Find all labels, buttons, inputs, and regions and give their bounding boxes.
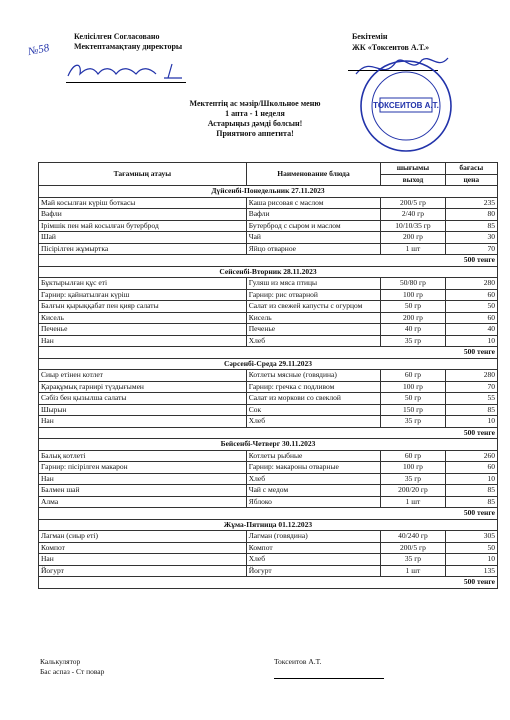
- dish-output: 100 гр: [381, 381, 445, 393]
- dish-price: 50: [445, 301, 497, 313]
- dish-name-kz: Ірімшік пен май косылған бутерброд: [39, 220, 247, 232]
- dish-price: 80: [445, 209, 497, 221]
- dish-name-ru: Лагман (говядина): [246, 531, 381, 543]
- dish-output: 50 гр: [381, 393, 445, 405]
- dish-name-kz: Гарнир: пісірілген макарон: [39, 462, 247, 474]
- table-row: [39, 473, 498, 485]
- menu-table: [38, 162, 498, 589]
- day-header-row: [39, 439, 498, 451]
- dish-name-ru: Йогурт: [246, 565, 381, 577]
- dish-price: 10: [445, 473, 497, 485]
- dish-output: 1 шт: [381, 243, 445, 255]
- dish-name-ru: Хлеб: [246, 416, 381, 428]
- dish-output: 150 гр: [381, 404, 445, 416]
- day-title: Дүйсенбі-Понедельник 27.11.2023: [39, 186, 498, 198]
- dish-price: 235: [445, 197, 497, 209]
- title-line3: Астарыңыз дәмді болсын!: [207, 119, 303, 128]
- dish-name-kz: Печенье: [39, 324, 247, 336]
- dish-output: 200/20 гр: [381, 485, 445, 497]
- approval-line1: Келісілген Согласовано: [74, 32, 160, 41]
- day-total-row: [39, 347, 498, 359]
- dish-output: 2/40 гр: [381, 209, 445, 221]
- footer-signer-name: Токсеитов А.Т.: [274, 657, 322, 666]
- dish-name-ru: Гарнир: гречка с подливом: [246, 381, 381, 393]
- title-line4: Приятного аппетита!: [216, 129, 294, 138]
- dish-output: 10/10/35 гр: [381, 220, 445, 232]
- dish-output: 60 гр: [381, 370, 445, 382]
- dish-price: 10: [445, 554, 497, 566]
- footer-chef: Бас аспаз - Ст повар: [40, 667, 105, 676]
- dish-name-ru: Котлеты рыбные: [246, 450, 381, 462]
- day-header-row: [39, 519, 498, 531]
- dish-output: 35 гр: [381, 554, 445, 566]
- dish-name-ru: Каша рисовая с маслом: [246, 197, 381, 209]
- dish-output: 60 гр: [381, 450, 445, 462]
- col-kz-header: Тағамның атауы: [39, 163, 247, 186]
- footer-left: [40, 657, 104, 677]
- dish-output: 35 гр: [381, 416, 445, 428]
- left-signature-image: [64, 58, 194, 84]
- dish-price: 85: [445, 485, 497, 497]
- dish-name-ru: Салат из моркови со свеклой: [246, 393, 381, 405]
- table-row: [39, 381, 498, 393]
- dish-price: 85: [445, 496, 497, 508]
- dish-name-ru: Чай: [246, 232, 381, 244]
- day-title: Бейсенбі-Четверг 30.11.2023: [39, 439, 498, 451]
- day-total: 500 тенге: [39, 427, 498, 439]
- dish-price: 60: [445, 312, 497, 324]
- dish-output: 40/240 гр: [381, 531, 445, 543]
- dish-name-ru: Гуляш из мяса птицы: [246, 278, 381, 290]
- dish-name-ru: Бутерброд с сыром и маслом: [246, 220, 381, 232]
- title-line1: Мектептің ас мәзір/Школьное меню: [189, 99, 321, 108]
- col-out-header-kz: шығымы: [381, 163, 445, 175]
- dish-name-ru: Котлеты мясные (говядина): [246, 370, 381, 382]
- dish-name-kz: Шырын: [39, 404, 247, 416]
- dish-price: 50: [445, 542, 497, 554]
- title-line2: 1 апта - 1 неделя: [225, 109, 285, 118]
- col-price-header-ru: цена: [445, 174, 497, 186]
- dish-name-kz: Йогурт: [39, 565, 247, 577]
- dish-name-kz: Сәбіз бен қызылша салаты: [39, 393, 247, 405]
- dish-name-kz: Шай: [39, 232, 247, 244]
- dish-name-ru: Хлеб: [246, 473, 381, 485]
- dish-name-ru: Гарнир: рис отварной: [246, 289, 381, 301]
- table-row: [39, 278, 498, 290]
- dish-name-kz: Бұктырылған құс еті: [39, 278, 247, 290]
- dish-output: 200/5 гр: [381, 197, 445, 209]
- day-total: 500 тенге: [39, 255, 498, 267]
- dish-name-kz: Кисель: [39, 312, 247, 324]
- dish-price: 55: [445, 393, 497, 405]
- table-row: [39, 496, 498, 508]
- table-row: [39, 220, 498, 232]
- dish-name-ru: Компот: [246, 542, 381, 554]
- dish-name-ru: Хлеб: [246, 554, 381, 566]
- dish-name-ru: Хлеб: [246, 335, 381, 347]
- dish-output: 200/5 гр: [381, 542, 445, 554]
- dish-name-kz: Балмен шай: [39, 485, 247, 497]
- dish-price: 135: [445, 565, 497, 577]
- approve-line1: Бекітемін: [352, 32, 388, 41]
- dish-price: 10: [445, 416, 497, 428]
- day-header-row: [39, 358, 498, 370]
- col-out-header-ru: выход: [381, 174, 445, 186]
- table-row: [39, 565, 498, 577]
- approval-line2: Мектептамақтану директоры: [74, 42, 183, 51]
- table-row: [39, 209, 498, 221]
- dish-output: 50/80 гр: [381, 278, 445, 290]
- dish-price: 280: [445, 370, 497, 382]
- dish-name-kz: Балғын қырыққабат пен қияр салаты: [39, 301, 247, 313]
- dish-name-ru: Яйцо отварное: [246, 243, 381, 255]
- dish-output: 1 шт: [381, 496, 445, 508]
- dish-output: 50 гр: [381, 301, 445, 313]
- table-row: [39, 232, 498, 244]
- day-total-row: [39, 577, 498, 589]
- dish-output: 40 гр: [381, 324, 445, 336]
- table-row: [39, 324, 498, 336]
- dish-name-kz: Балық котлеті: [39, 450, 247, 462]
- table-row: [39, 554, 498, 566]
- dish-price: 70: [445, 381, 497, 393]
- day-total-row: [39, 255, 498, 267]
- table-row: [39, 301, 498, 313]
- dish-price: 40: [445, 324, 497, 336]
- approve-line2: ЖК «Токсеитов А.Т.»: [352, 43, 430, 52]
- col-price-header-kz: бағасы: [445, 163, 497, 175]
- table-row: [39, 243, 498, 255]
- table-row: [39, 370, 498, 382]
- dish-name-kz: Нан: [39, 473, 247, 485]
- dish-name-kz: Сиыр етінен котлет: [39, 370, 247, 382]
- left-signature-line: [66, 82, 186, 83]
- day-title: Сәрсенбі-Среда 29.11.2023: [39, 358, 498, 370]
- dish-name-ru: Гарнир: макароны отварные: [246, 462, 381, 474]
- seal-label: ТОКСЕИТОВ А.Т.: [373, 101, 439, 110]
- dish-name-kz: Вафли: [39, 209, 247, 221]
- day-title: Жұма-Пятница 01.12.2023: [39, 519, 498, 531]
- approval-block: [74, 32, 182, 52]
- footer-right: [274, 657, 321, 667]
- table-row: [39, 542, 498, 554]
- table-row: [39, 289, 498, 301]
- dish-name-kz: Гарнир: қайнатылған күріш: [39, 289, 247, 301]
- dish-price: 305: [445, 531, 497, 543]
- day-title: Сейсенбі-Вторник 28.11.2023: [39, 266, 498, 278]
- dish-price: 60: [445, 462, 497, 474]
- dish-output: 100 гр: [381, 289, 445, 301]
- table-row: [39, 462, 498, 474]
- table-row: [39, 531, 498, 543]
- day-header-row: [39, 186, 498, 198]
- day-total: 500 тенге: [39, 577, 498, 589]
- day-total: 500 тенге: [39, 347, 498, 359]
- dish-name-ru: Салат из свежей капусты с огурцом: [246, 301, 381, 313]
- dish-name-ru: Кисель: [246, 312, 381, 324]
- dish-output: 35 гр: [381, 473, 445, 485]
- dish-name-kz: Нан: [39, 554, 247, 566]
- table-row: [39, 312, 498, 324]
- dish-name-kz: Май косылған күріш боткасы: [39, 197, 247, 209]
- dish-output: 200 гр: [381, 232, 445, 244]
- footer-calculator: Калькулятор: [40, 657, 81, 666]
- dish-price: 30: [445, 232, 497, 244]
- col-ru-header: Наименование блюда: [246, 163, 381, 186]
- dish-output: 35 гр: [381, 335, 445, 347]
- dish-price: 85: [445, 404, 497, 416]
- dish-name-kz: Нан: [39, 335, 247, 347]
- dish-name-ru: Печенье: [246, 324, 381, 336]
- dish-price: 10: [445, 335, 497, 347]
- number-stamp: №58: [26, 41, 51, 59]
- table-row: [39, 197, 498, 209]
- day-total-row: [39, 427, 498, 439]
- dish-output: 100 гр: [381, 462, 445, 474]
- dish-price: 70: [445, 243, 497, 255]
- table-row: [39, 335, 498, 347]
- table-row: [39, 450, 498, 462]
- day-total: 500 тенге: [39, 508, 498, 520]
- table-row: [39, 393, 498, 405]
- menu-title: [0, 99, 510, 139]
- dish-name-kz: Нан: [39, 416, 247, 428]
- footer-signature-line: [274, 678, 384, 679]
- dish-output: 200 гр: [381, 312, 445, 324]
- dish-name-ru: Яблоко: [246, 496, 381, 508]
- table-row: [39, 416, 498, 428]
- dish-name-ru: Вафли: [246, 209, 381, 221]
- dish-name-kz: Алма: [39, 496, 247, 508]
- day-header-row: [39, 266, 498, 278]
- day-total-row: [39, 508, 498, 520]
- table-row: [39, 485, 498, 497]
- dish-name-kz: Лагман (сиыр еті): [39, 531, 247, 543]
- dish-name-ru: Сок: [246, 404, 381, 416]
- table-row: [39, 404, 498, 416]
- dish-price: 60: [445, 289, 497, 301]
- dish-name-kz: Қарақұмық гарнирі түздығымен: [39, 381, 247, 393]
- dish-price: 85: [445, 220, 497, 232]
- dish-name-ru: Чай с медом: [246, 485, 381, 497]
- dish-price: 280: [445, 278, 497, 290]
- dish-name-kz: Пісірілген жұмыртка: [39, 243, 247, 255]
- dish-output: 1 шт: [381, 565, 445, 577]
- dish-price: 260: [445, 450, 497, 462]
- dish-name-kz: Компот: [39, 542, 247, 554]
- approve-block: [352, 31, 429, 53]
